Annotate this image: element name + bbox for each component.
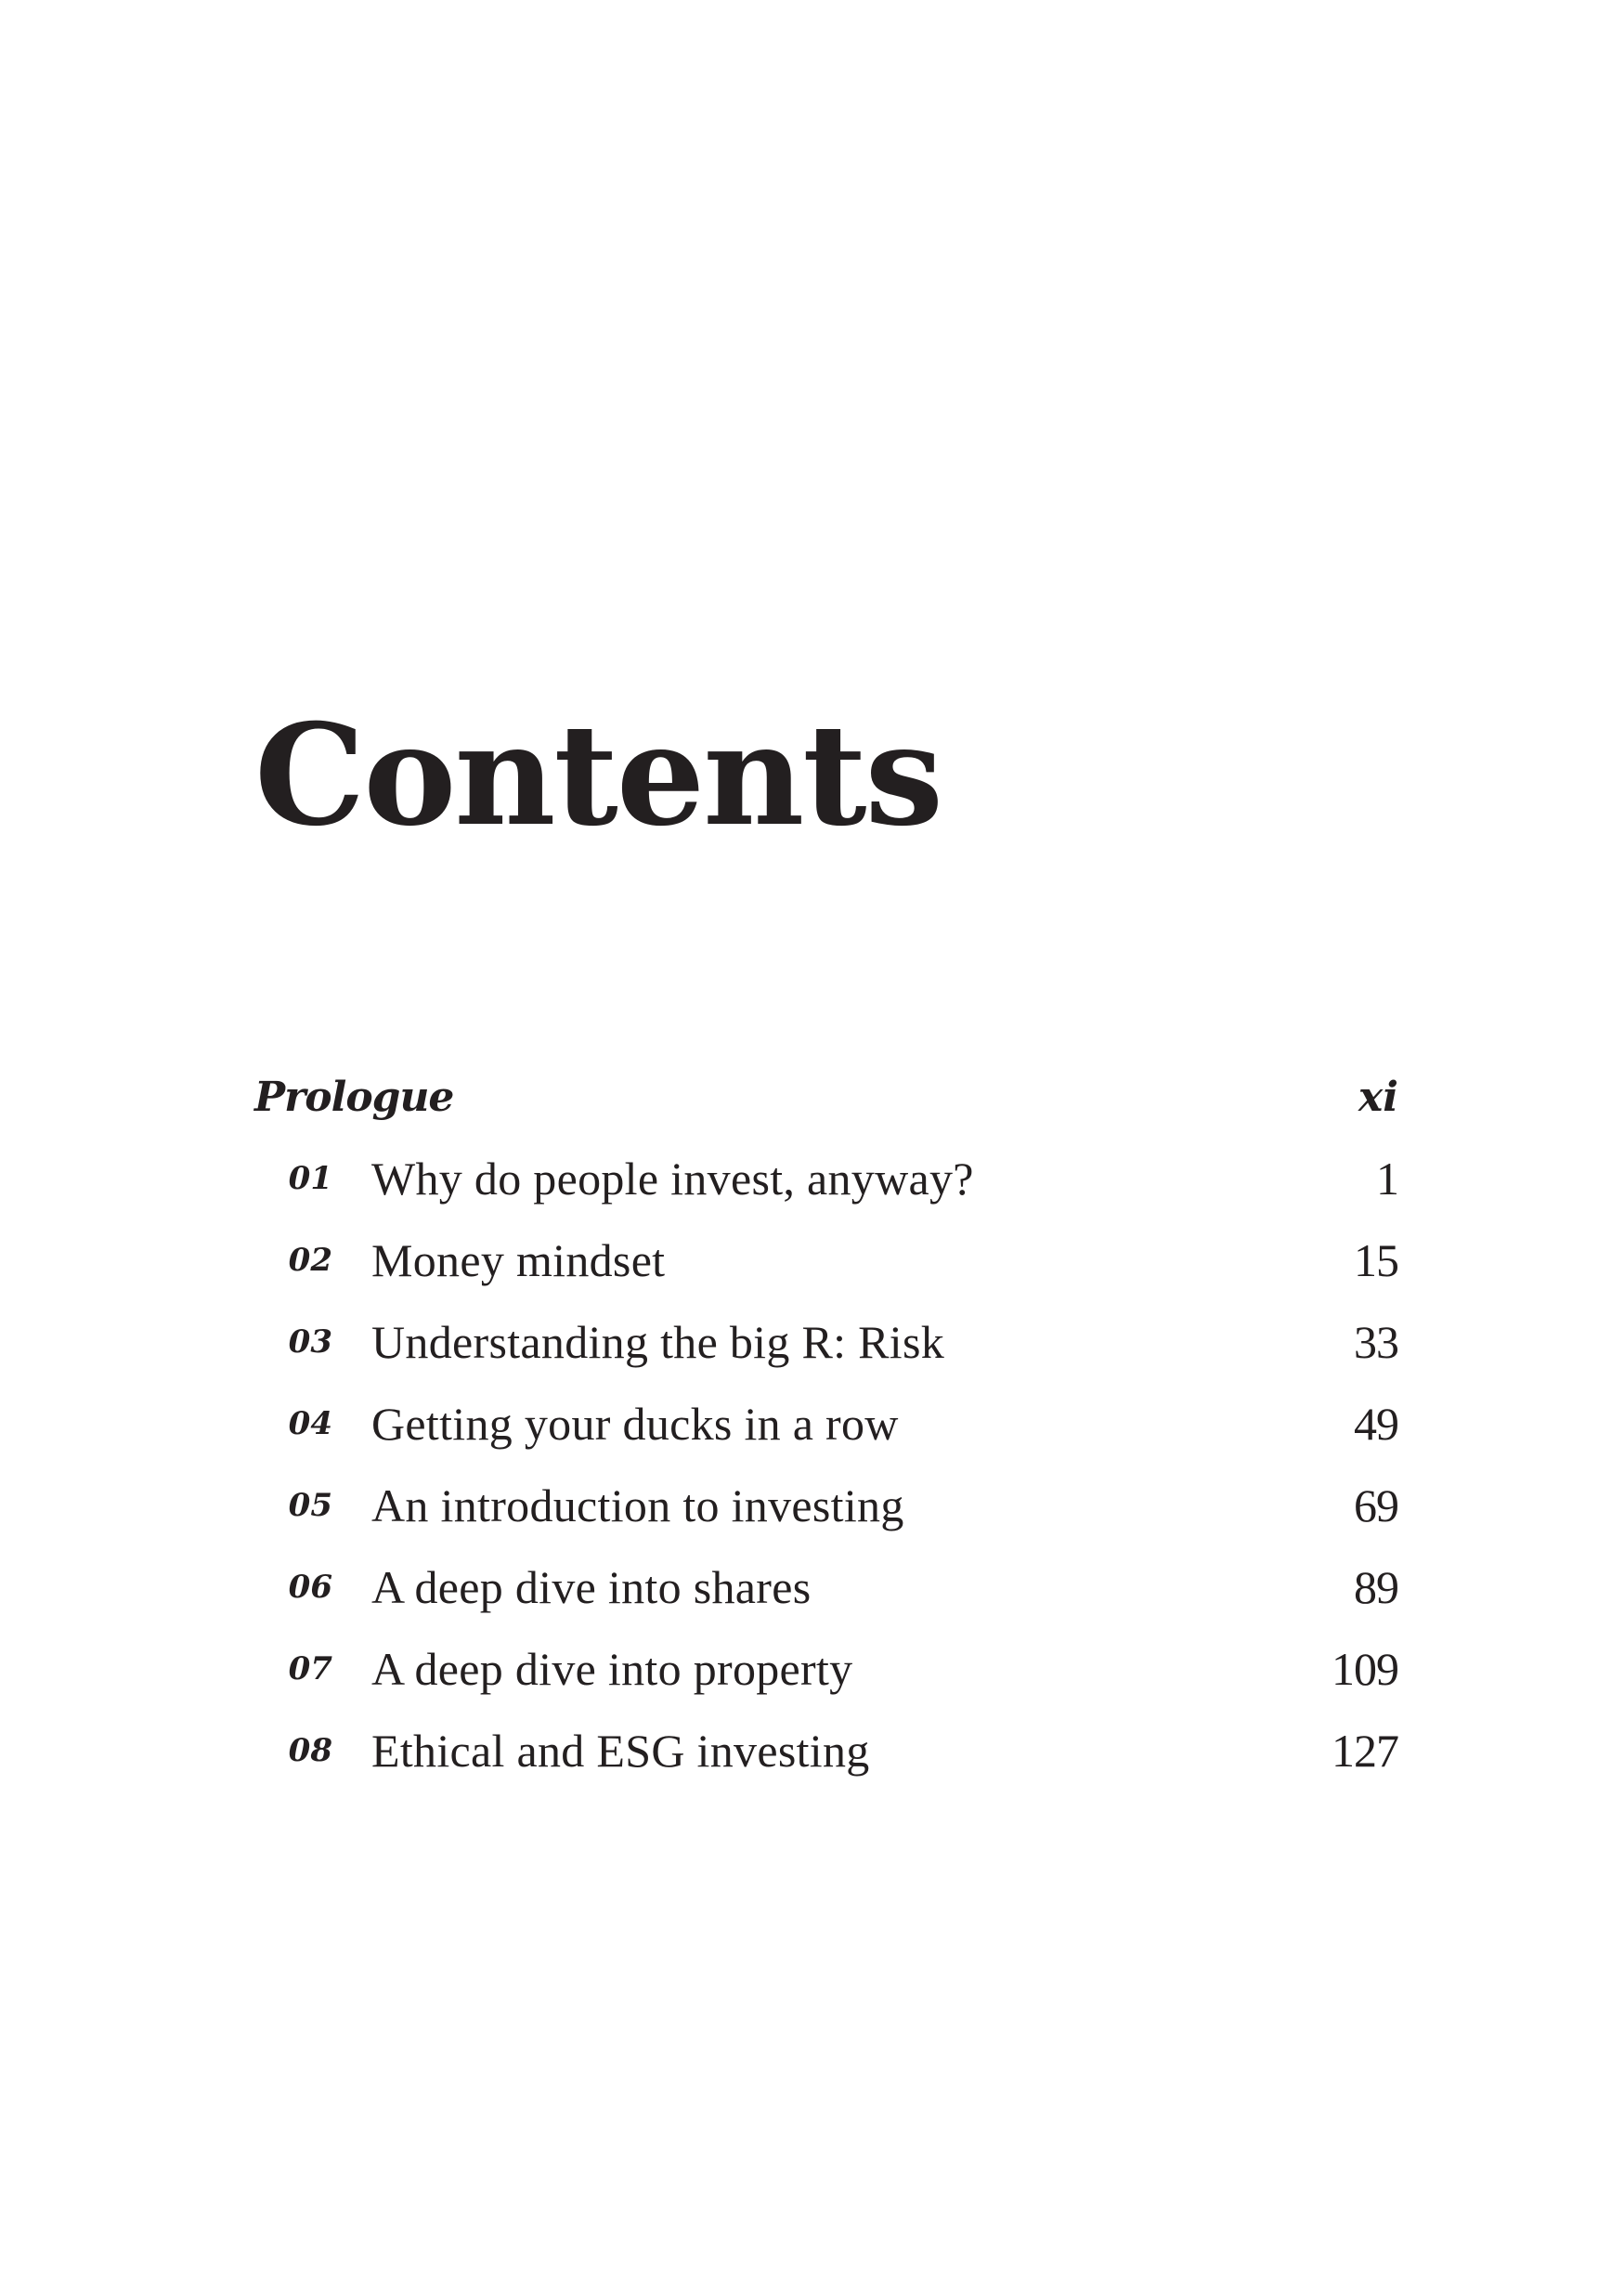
chapter-number: 03 [288,1323,332,1361]
chapter-number: 07 [288,1650,332,1687]
toc-entry-chapter-06[interactable] [254,1555,1398,1620]
toc-entry-chapter-01[interactable] [254,1146,1398,1211]
chapter-page-number: 69 [1354,1479,1398,1531]
chapter-page-number: 109 [1332,1643,1398,1695]
chapter-title: Getting your ducks in a row [371,1398,899,1450]
chapter-title: Why do people invest, anyway? [371,1153,974,1205]
toc-entry-chapter-04[interactable] [254,1391,1398,1456]
chapter-number: 01 [288,1160,332,1197]
chapter-page-number: 1 [1376,1153,1398,1205]
toc-entry-chapter-02[interactable] [254,1228,1398,1293]
prologue-page-number: xi [1358,1073,1398,1121]
chapter-page-number: 33 [1354,1316,1398,1368]
toc-entry-chapter-08[interactable] [254,1718,1398,1783]
chapter-title: A deep dive into property [371,1643,853,1695]
chapter-number: 05 [288,1487,332,1524]
chapter-page-number: 49 [1354,1398,1398,1450]
table-of-contents [254,1064,1398,1807]
chapter-title: Understanding the big R: Risk [371,1316,945,1368]
chapter-number: 08 [288,1732,332,1769]
chapter-number: 06 [288,1569,332,1606]
chapter-page-number: 127 [1332,1725,1398,1777]
toc-entry-chapter-03[interactable] [254,1309,1398,1374]
toc-entry-prologue[interactable] [254,1064,1398,1129]
chapter-page-number: 15 [1354,1234,1398,1286]
toc-entry-chapter-07[interactable] [254,1636,1398,1701]
chapter-title: A deep dive into shares [371,1561,812,1613]
chapter-title: Money mindset [371,1234,666,1286]
page-title: Contents [254,694,942,857]
chapter-number: 04 [288,1405,332,1442]
prologue-label: Prologue [254,1073,454,1121]
chapter-title: An introduction to investing [371,1479,904,1531]
chapter-page-number: 89 [1354,1561,1398,1613]
chapter-title: Ethical and ESG investing [371,1725,870,1777]
toc-entry-chapter-05[interactable] [254,1473,1398,1538]
chapter-number: 02 [288,1242,332,1279]
